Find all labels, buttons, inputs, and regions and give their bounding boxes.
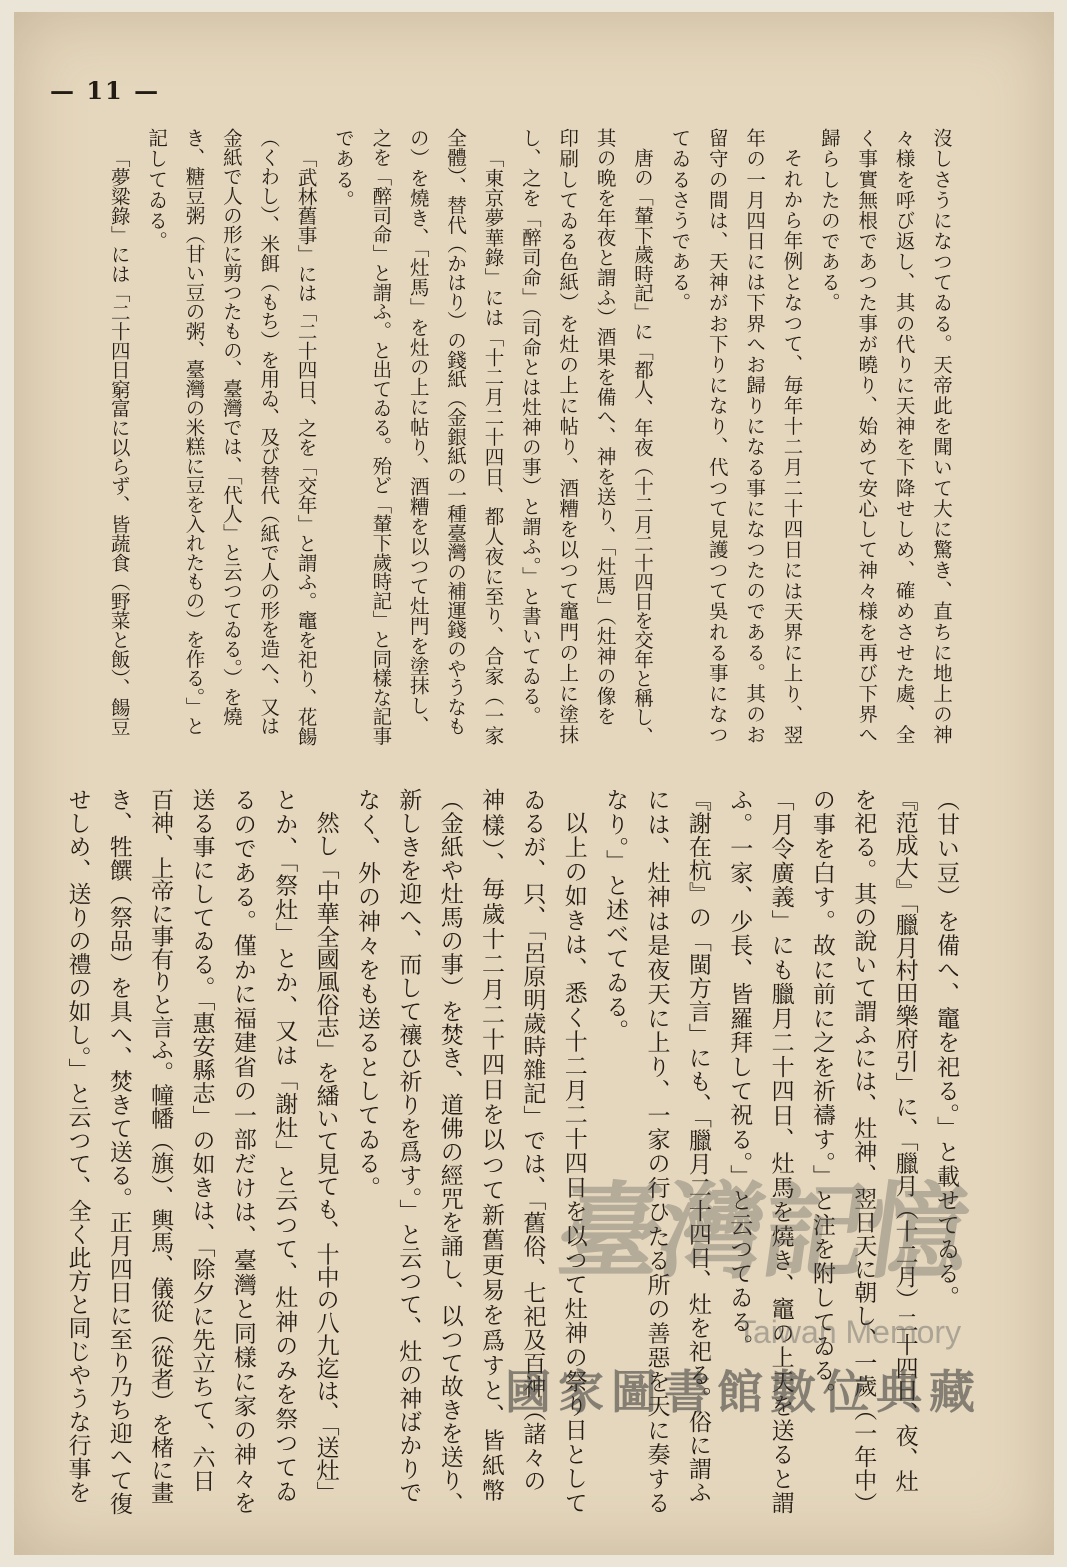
text-column: 然し「中華全國風俗志」を繙いて見ても、十中の八九迄は、「送灶」 <box>312 811 339 1504</box>
text-column: を祀る。其の說いて謂ふには、灶神、翌日天に朝し、一歲（一年中） <box>850 788 877 1515</box>
text-column: 「東京夢華錄」には「十二月二十四日、都人夜に至り、合家（一家 <box>481 147 505 745</box>
text-column: 『范成大』「臘月村田樂府引」に、「臘月（十二月）二十四日、夜、灶 <box>891 788 918 1492</box>
text-column: 「武林舊事」には「二十四日、之を「交年」と謂ふ。竈を祀り、花餳 <box>294 147 318 746</box>
text-column: （くわし）、米餌（もち）を用ゐ、及び替代（紙で人の形を造へ、又は <box>257 128 281 736</box>
text-column: 金紙で人の形に剪つたもの、臺灣では、「代人」と云つてゐる。）を燒 <box>219 128 243 726</box>
text-column: 歸らしたのである。 <box>817 128 841 314</box>
text-column: の事を白す。故に前に之を祈禱す。」と注を附してゐる。 <box>808 788 835 1407</box>
text-column: それから年例となつて、毎年十二月二十四日には天界に上り、翌 <box>780 147 804 745</box>
watermark-collection: 國家圖書館數位典藏 <box>505 1365 982 1419</box>
text-column: 神樣）、毎歲十二月二十四日を以つて新舊更易を爲すと、皆紙幣 <box>478 788 505 1504</box>
text-column: 『謝在杭』の「閩方言」にも、「臘月二十四日、灶を祀る。俗に謂ふ <box>684 788 711 1504</box>
text-column: 新しきを迎へ、而して禳ひ祈りを爲す。」と云つて、灶の神ばかりで <box>395 788 422 1504</box>
text-column: である。 <box>332 128 355 211</box>
text-column: 年の一月四日には下界へお歸りになる事になつたのである。其のお <box>743 128 767 745</box>
text-column: 其の晩を年夜と謂ふ）酒果を備へ、神を送り、「灶馬」（灶神の像を <box>593 128 617 726</box>
text-column: 留守の間は、天神がお下りになり、代つて見護つて吳れる事になつ <box>705 128 729 745</box>
text-column: く事實無根であつた事が曉り、始めて安心して神々様を再び下界へ <box>855 128 879 745</box>
text-column: るのである。僅かに福建省の一部だけは、臺灣と同樣に家の神々を <box>229 788 256 1515</box>
text-column: 送る事にしてゐる。「惠安縣志」の如きは、「除夕に先立ちて、六日 <box>188 788 215 1492</box>
watermark-subtitle: Taiwan Memory <box>737 1314 962 1350</box>
text-column: し、之を「醉司命」（司命とは灶神の事）と謂ふ。」と書いてゐる。 <box>518 128 542 726</box>
text-column: ゐるが、只、「呂原明歲時雜記」では、「舊俗、七祀及百神（諸々の <box>519 788 546 1492</box>
text-column: き、牲饌（祭品）を具へ、焚きて送る。正月四日に至り乃ち迎へて復 <box>105 788 132 1515</box>
text-column: には、灶神は是夜天に上り、一家の行ひたる所の善惡を天に奏する <box>643 788 670 1515</box>
text-column: とか、「祭灶」とか、又は「謝灶」と云つて、灶神のみを祭つてゐ <box>271 788 298 1504</box>
text-column: せしめ、送りの禮の如し。」と云つて、全く此方と同じやうな行事を <box>64 788 91 1504</box>
text-column: なり。」と述べてゐる。 <box>602 788 629 1044</box>
text-column: 之を「醉司命」と謂ふ。と出てゐる。殆ど「輦下歲時記」と同樣な記事 <box>369 128 393 745</box>
text-column: 「夢粱錄」には「二十四日窮富に以らず、皆蔬食（野菜と飯）、餳豆 <box>107 147 131 736</box>
text-column: ふ。一家、少長、皆羅拜して祝る。」と云つてゐる。 <box>726 788 753 1359</box>
text-column: 以上の如きは、悉く十二月二十四日を以つて灶神の祭り日として <box>560 811 587 1515</box>
text-column: 百神、上帝に事有りと言ふ。幢幡（旗）、輿馬、儀從（從者）を楮に畫 <box>147 788 174 1504</box>
text-column: なく、外の神々をも送るとしてゐる。 <box>353 788 380 1200</box>
text-column: の）を燒き、「灶馬」を灶の上に帖り、酒糟を以つて灶門を塗抹し、 <box>406 128 430 736</box>
text-column: 記してゐる。 <box>145 128 169 252</box>
text-column: 唐の「輦下歲時記」に「都人、年夜（十二月二十四日を交年と稱し、 <box>631 147 654 746</box>
text-column: 々様を呼び返し、其の代りに天神を下降せしめ、確めさせた處、全 <box>892 128 916 745</box>
page-number: — 11 — <box>50 76 161 105</box>
text-column: てゐるさうである。 <box>668 128 692 314</box>
text-column: き、糖豆粥（甘い豆の粥、臺灣の米糕に豆を入れたもの）を作る。」と <box>182 128 206 736</box>
text-column: 印刷してゐる色紙）を灶の上に帖り、酒糟を以つて竈門の上に塗抹 <box>556 128 580 745</box>
text-column: 全體）、替代（かはり）の錢紙（金銀紙の一種臺灣の補運錢のやうなも <box>444 128 468 736</box>
text-column: （金紙や灶馬の事）を焚き、道佛の經咒を誦し、以つて故きを送り、 <box>436 788 463 1515</box>
upper-text-tier <box>100 128 960 745</box>
watermark-title: 臺灣記憶 <box>550 1170 976 1293</box>
text-column: 「月令廣義」にも臘月二十四日、灶馬を燒き、竈の上天を送ると謂 <box>767 788 794 1515</box>
text-column: （甘い豆）を備へ、竈を祀る。」と載せてゐる。 <box>933 788 959 1310</box>
text-column: 沒しさうになつてゐる。天帝此を聞いて大に驚き、直ちに地上の神 <box>930 128 953 745</box>
